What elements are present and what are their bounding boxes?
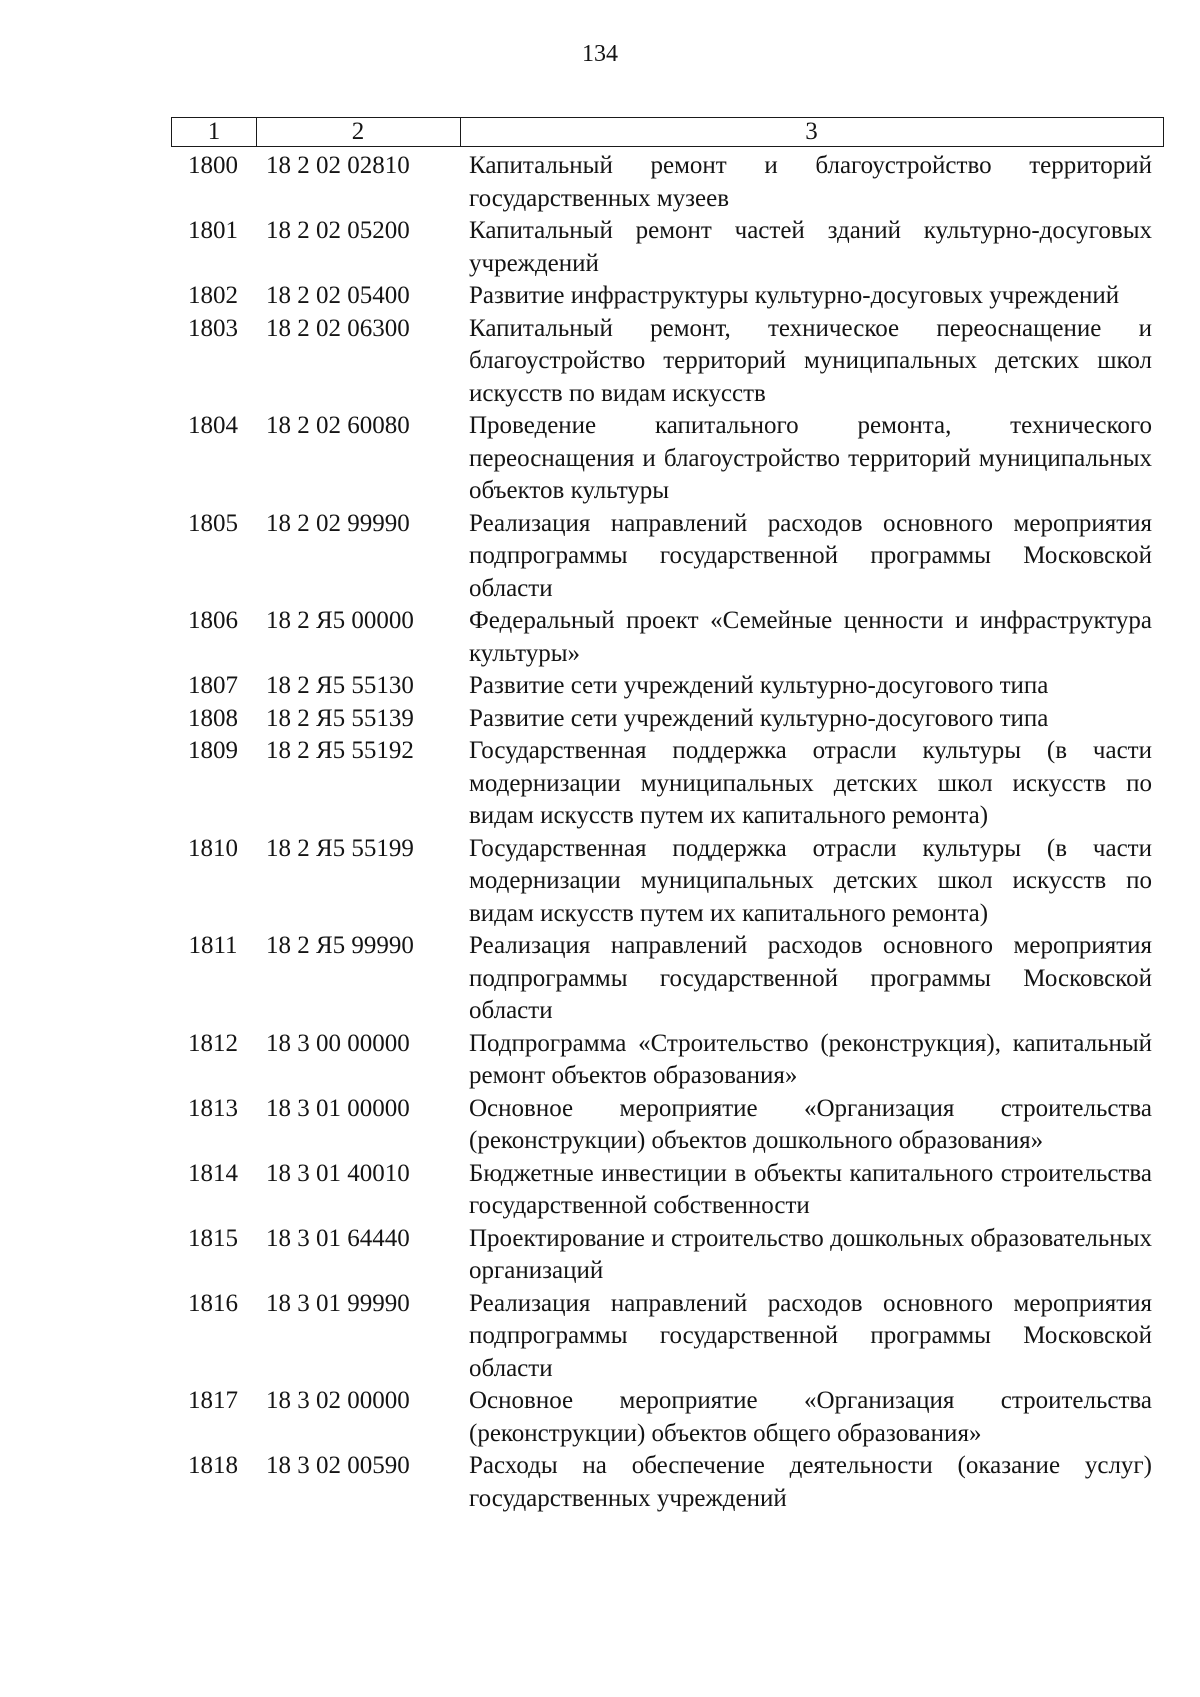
row-code: 18 2 Я5 00000 (266, 607, 414, 634)
row-name: Реализация направлений расходов основного мероприятия подпрограммы государственной программы Московской области (469, 509, 1152, 602)
table-row (171, 1385, 1164, 1450)
row-code: 18 2 02 06300 (266, 314, 410, 342)
table-header (171, 117, 1164, 147)
row-number: 1805 (188, 509, 238, 537)
row-code: 18 3 02 00590 (266, 1452, 410, 1479)
row-name: Основное мероприятие «Организация строительства (реконструкции) объектов дошкольного образования» (469, 1094, 1152, 1154)
row-number: 1808 (188, 704, 238, 732)
table-row (171, 508, 1164, 606)
row-number: 1812 (188, 1029, 238, 1057)
row-number: 1801 (188, 217, 238, 244)
row-code: 18 3 01 64440 (266, 1224, 410, 1252)
header-col-1: 1 (172, 118, 257, 146)
table-row (171, 313, 1164, 411)
row-number: 1816 (188, 1289, 238, 1317)
row-name: Подпрограмма «Строительство (реконструкция), капитальный ремонт объектов образования» (469, 1029, 1152, 1089)
table-row (171, 930, 1164, 1028)
page-number: 134 (582, 41, 618, 67)
header-col-3: 3 (805, 118, 818, 145)
row-code: 18 2 Я5 99990 (266, 932, 414, 959)
row-number: 1811 (188, 932, 238, 959)
table-row (171, 1288, 1164, 1386)
row-number: 1807 (188, 672, 238, 699)
table-row (171, 410, 1164, 508)
table-row (171, 1450, 1164, 1515)
row-code: 18 2 Я5 55199 (266, 834, 414, 862)
row-name: Проектирование и строительство дошкольных образовательных организаций (469, 1224, 1152, 1284)
row-code: 18 3 01 99990 (266, 1289, 410, 1317)
row-number: 1804 (188, 412, 238, 439)
row-number: 1806 (188, 607, 238, 634)
row-number: 1813 (188, 1094, 238, 1122)
table-body (171, 150, 1164, 1515)
table-row (171, 280, 1164, 313)
row-number: 1818 (188, 1452, 238, 1479)
row-name: Реализация направлений расходов основного мероприятия подпрограммы государственной программы Московской области (469, 932, 1152, 1024)
row-number: 1815 (188, 1224, 238, 1252)
row-number: 1809 (188, 737, 238, 764)
table-row (171, 703, 1164, 736)
row-code: 18 2 Я5 55130 (266, 672, 414, 699)
row-name: Капитальный ремонт, техническое переоснащение и благоустройство территорий муниципальных детских школ искусств по видам искусств (469, 314, 1152, 407)
row-code: 18 2 02 02810 (266, 152, 410, 179)
row-name: Проведение капитального ремонта, технического переоснащения и благоустройство территорий муниципальных объектов культуры (469, 412, 1152, 504)
row-name: Капитальный ремонт и благоустройство территорий государственных музеев (469, 152, 1152, 212)
row-name: Государственная поддержка отрасли культуры (в части модернизации муниципальных детских школ искусств по видам искусств путем их капитального ремонта) (469, 737, 1152, 829)
row-number: 1817 (188, 1387, 238, 1414)
table-row (171, 150, 1164, 215)
table-row (171, 1028, 1164, 1093)
row-name: Расходы на обеспечение деятельности (оказание услуг) государственных учреждений (469, 1452, 1152, 1512)
row-number: 1814 (188, 1159, 238, 1187)
row-number: 1802 (188, 282, 238, 309)
row-code: 18 2 02 05200 (266, 217, 410, 244)
row-name: Федеральный проект «Семейные ценности и инфраструктура культуры» (469, 607, 1152, 667)
header-col-2: 2 (256, 118, 461, 146)
table-row (171, 1093, 1164, 1158)
row-code: 18 3 01 40010 (266, 1159, 410, 1187)
table-row (171, 605, 1164, 670)
table-row (171, 833, 1164, 931)
row-name: Развитие сети учреждений культурно-досугового типа (469, 704, 1049, 732)
row-name: Капитальный ремонт частей зданий культурно-досуговых учреждений (469, 217, 1152, 277)
row-number: 1803 (188, 314, 238, 342)
row-code: 18 2 02 05400 (266, 282, 410, 309)
table-row (171, 735, 1164, 833)
table-row (171, 1223, 1164, 1288)
row-name: Реализация направлений расходов основного мероприятия подпрограммы государственной программы Московской области (469, 1289, 1152, 1382)
row-code: 18 3 00 00000 (266, 1029, 410, 1057)
row-name: Развитие инфраструктуры культурно-досуговых учреждений (469, 282, 1120, 309)
row-code: 18 3 01 00000 (266, 1094, 410, 1122)
row-name: Бюджетные инвестиции в объекты капитального строительства государственной собственности (469, 1159, 1152, 1219)
row-code: 18 2 Я5 55192 (266, 737, 414, 764)
row-number: 1800 (188, 152, 238, 179)
table-row (171, 215, 1164, 280)
row-code: 18 2 Я5 55139 (266, 704, 414, 732)
row-code: 18 2 02 60080 (266, 412, 410, 439)
row-code: 18 3 02 00000 (266, 1387, 410, 1414)
row-name: Развитие сети учреждений культурно-досугового типа (469, 672, 1049, 699)
table-row (171, 1158, 1164, 1223)
row-name: Государственная поддержка отрасли культуры (в части модернизации муниципальных детских школ искусств по видам искусств путем их капитального ремонта) (469, 834, 1152, 927)
row-number: 1810 (188, 834, 238, 862)
row-name: Основное мероприятие «Организация строительства (реконструкции) объектов общего образования» (469, 1387, 1152, 1447)
row-code: 18 2 02 99990 (266, 509, 410, 537)
table-row (171, 670, 1164, 703)
